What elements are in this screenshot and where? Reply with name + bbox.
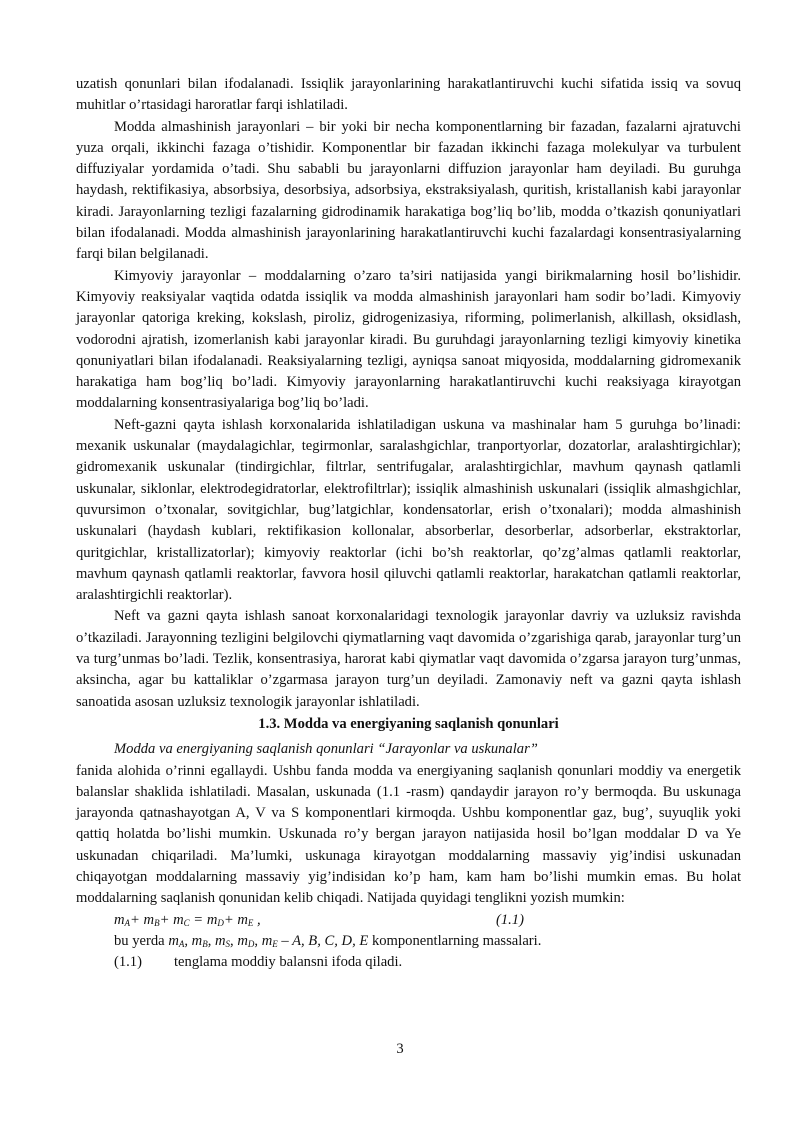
paragraph-equipment-groups: Neft-gazni qayta ishlash korxonalarida ishlatiladigan uskuna va mashinalar ham 5 guruhga bo’linadi: mexanik uskunalar (maydalagichlar, tegirmonlar, saralashgichlar, tranportyorlar, dozatorlar, aralashtirgichlar); gidromexanik uskunalar (tindirgichlar, filtrlar, sentrifugalar, aralashtirgichlar, mavhum qaynash qatlamli uskunalar, siklonlar, elektrodegidratorlar, elektrofiltrlar); issiqlik almashinish uskunalari (issiqlik almashgichlar, quvursimon o’txonalar, sovitgichlar, bug’latgichlar, kondensatorlar, erish o’txonalari); modda almashinish uskunalari (haydash kublari, rektifikasion kollonalar, absorberlar, desorberlar, adsorberlar, ekstraktorlar, quritgichlar, kristallizatorlar); kimyoviy reaktorlar (ichi bo’sh reaktorlar, qo’zg’almas qatlamli reaktorlar, mavhum qaynash qatlamli reaktorlar, favvora hosil qiluvchi qatlamli reaktorlar, harakatchan qatlamli reaktorlar, aralashtirgichli reaktorlar). [76, 416, 741, 604]
paragraph-mass-transfer: Modda almashinish jarayonlari – bir yoki bir necha komponentlarning bir fazadan, fazalarni ajratuvchi yuza orqali, ikkinchi fazaga o’tishidir. Komponentlar bir fazadan ikkinchi fazaga molekulyar va turbulent diffuziyalar yordamida o’tadi. Shu sababli bu jarayonlarni diffuzion jarayonlar ham deyiladi. Bu guruhga haydash, rektifikasiya, absorbsiya, desorbsiya, adsorbsiya, ekstraksiyalash, quritish, kristallanish kabi jarayonlar kiradi. Jarayonlarning tezligi fazalarning gidrodinamik harakatiga bog’liq bo’lib, modda o’tkazish qonuniyatlari bilan ifodalanadi. Modda almashinish jarayonlarining harakatlantiruvchi kuchi fazalardagi konsentrasiyalarning farqi bilan belgilanadi. [76, 118, 741, 263]
paragraph-continuous-processes: Neft va gazni qayta ishlash sanoat korxonalaridagi texnologik jarayonlar davriy va uzluksiz ravishda o’tkaziladi. Jarayonning tezligini belgilovchi qiymatlarning vaqt davomida o’zgarishiga qarab, jarayonlar turg’un va turg’unmas bo’ladi. Tezlik, konsentrasiya, harorat kabi qiymatlar vaqt davomida o’zgarsa jarayon turg’unmas, aksincha, agar bu kattaliklar o’zgarmasa jarayon turg’un deyiladi. Zamonaviy neft va gazni qayta ishlash sanoatida asosan uzluksiz texnologik jarayonlar ishlatiladi. [76, 608, 741, 710]
equation-1-1: $m_A+ m_B+ m_C = m_D+ m_E$ , (1.1) [76, 910, 741, 931]
page-number: 3 [396, 1041, 404, 1057]
document-page [76, 74, 741, 973]
section-heading: 1.3. Modda va energiyaning saqlanish qonunlari [258, 715, 559, 732]
balance-note-line: (1.1) tenglama moddiy balansni ifoda qiladi. [76, 952, 741, 973]
equation-number: (1.1) [496, 911, 524, 928]
paragraph-chemical-processes: Kimyoviy jarayonlar – moddalarning o’zaro ta’siri natijasida yangi birikmalarning hosil bo’lishidir. Kimyoviy reaksiyalar vaqtida odatda issiqlik va modda almashinish jarayonlari ham sodir bo’ladi. Kimyoviy jarayonlar qatoriga kreking, kokslash, piroliz, gidrogenizasiya, riforming, polimerlanish, alkillash, oksidlash, vodorodni ajratish, izomerlanish kabi jarayonlar kiradi. Bu guruhdagi jarayonlarning tezligi kimyoviy kinetika qonuniyatlari bilan ifodalanadi. Reaksiyalarning tezligi, ayniqsa sanoat miqyosida, moddalarning gidromexanik harakatiga ham bog’liq bo’ladi. Kimyoviy jarayonlarning harakatlantiruvchi kuchi reaksiyaga kirayotgan moddalarning konsentrasiyalariga bog’liq bo’ladi. [76, 267, 741, 412]
where-line: bu yerda $m_A$, $m_B$, $m_S$, $m_D$, $m_E$ – A, B, C, D, E komponentlarning massalari. [114, 932, 542, 949]
equation-reference: (1.1) [114, 954, 142, 971]
paragraph-heat-processes: uzatish qonunlari bilan ifodalanadi. Issiqlik jarayonlarining harakatlantiruvchi kuchi sifatida issiq va sovuq muhitlar o’rtasidagi haroratlar farqi ishlatiladi. [76, 76, 741, 114]
italic-intro-line: Modda va energiyaning saqlanish qonunlari “Jarayonlar va uskunalar” [114, 741, 538, 758]
paragraph-conservation-laws: fanida alohida o’rinni egallaydi. Ushbu fanda modda va energiyaning saqlanish qonunlari moddiy va energetik balanslar shaklida ishlatiladi. Masalan, uskunada (1.1 -rasm) qandaydir jarayon ro’y bermoqda. Bu uskunaga jarayonda qatnashayotgan A, V va S komponentlari kirmoqda. Ushbu komponentlar gaz, bug’, suyuqlik yoki qattiq holatda bo’lishi mumkin. Uskunada ro’y bergan jarayon natijasida hosil bo’lgan moddalar D va Ye uskunadan chiqariladi. Ma’lumki, uskunaga kirayotgan moddalarning massaviy yig’indisi uskunadan chiqayotgan moddalarning massaviy yig’indisidan ko’p ham, kam ham bo’lishi mumkin emas. Bu holat moddalarning saqlanish qonunidan kelib chiqadi. Natijada quyidagi tenglikni yozish mumkin: [76, 762, 741, 907]
